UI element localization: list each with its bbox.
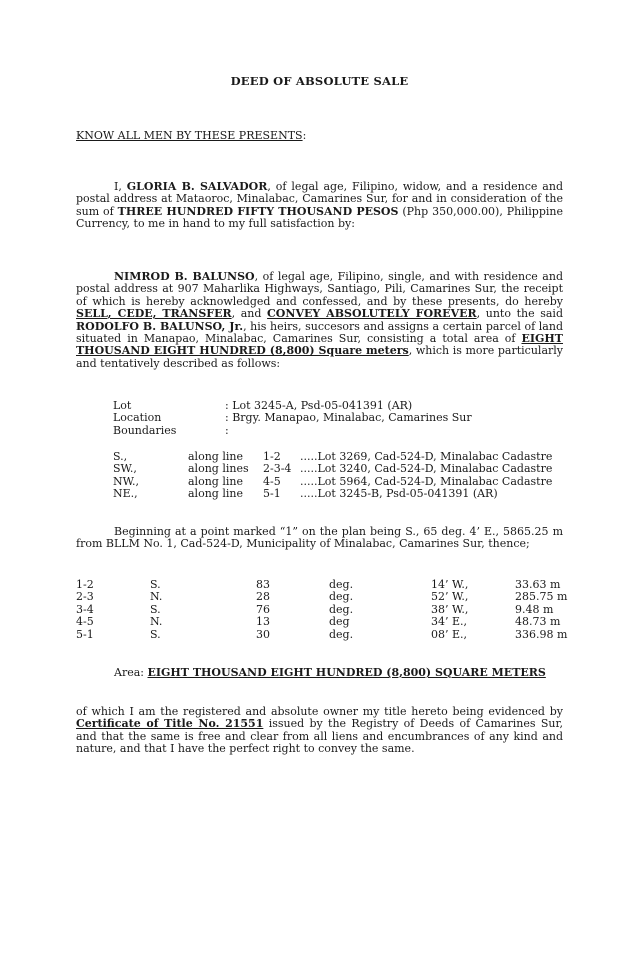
bearing-line: 5-1: [76, 627, 94, 641]
bearing-degrees: 30: [256, 627, 270, 641]
property-label: Location: [113, 411, 162, 425]
bearing-ns: N.: [150, 590, 163, 604]
ownership-paragraph: [76, 706, 563, 756]
boundary-along: along line: [188, 450, 243, 463]
boundary-direction: NW.,: [113, 474, 140, 488]
p4-text-2: issued by the Registry of Deeds of Camarines Sur, and that the same is free and clear from all liens and encumbrances of any kind and nature, and that I have the perfect right to convey the same.: [76, 717, 563, 756]
boundary-description: .....Lot 5964, Cad-524-D, Minalabac Cadastre: [300, 474, 553, 488]
p4-text-1: of which I am the registered and absolute owner my title hereto being evidenced by: [76, 705, 563, 718]
p2-text-2: , and: [231, 307, 268, 321]
p2-text-5: , which is more particularly and tentatively described as follows:: [76, 344, 563, 370]
buyer-name: RODOLFO B. BALUNSO, Jr.: [76, 319, 244, 333]
heading-text: KNOW ALL MEN BY THESE PRESENTS: [76, 129, 303, 142]
bearing-distance: 48.73 m: [515, 615, 561, 629]
property-label: Boundaries: [113, 423, 177, 437]
boundary-line: 2-3-4: [263, 462, 292, 476]
area-line: [114, 667, 546, 679]
boundary-along: along lines: [188, 462, 249, 476]
property-value: : Lot 3245-A, Psd-05-041391 (AR): [225, 399, 413, 412]
bearing-unit: deg.: [329, 590, 354, 604]
bearing-degrees: 83: [256, 578, 270, 591]
buyer-paragraph: [76, 271, 563, 370]
beginning-paragraph: Beginning at a point marked “1” on the plan being S., 65 deg. 4’ E., 5865.25 m from BLLM No. 1, Cad-524-D, Municipality of Minalabac, Camarines Sur, thence;: [76, 525, 563, 551]
sell-cede-transfer: SELL, CEDE, TRANSFER: [76, 307, 232, 321]
bearing-line: 1-2: [76, 578, 94, 591]
p1-text-1: I,: [114, 180, 127, 193]
boundary-line: 4-5: [263, 474, 281, 488]
heading-colon: :: [302, 129, 307, 142]
total-area: EIGHT THOUSAND EIGHT HUNDRED (8,800) Square meters: [76, 332, 563, 358]
bearing-minutes: 38’ W.,: [431, 602, 469, 616]
convey-absolutely-forever: CONVEY ABSOLUTELY FOREVER: [267, 307, 477, 321]
bearing-line: 2-3: [76, 590, 94, 604]
boundary-line: 1-2: [263, 450, 281, 463]
bearing-minutes: 08’ E.,: [431, 627, 468, 641]
bearing-line: 4-5: [76, 615, 94, 629]
p2-text-1: , of legal age, Filipino, single, and with residence and postal address at 907 Maharlika Highways, Santiago, Pili, Camarines Sur, the receipt of which is hereby acknowledged and confessed, and by these presents, do hereby: [76, 270, 563, 308]
bearing-minutes: 34’ E.,: [431, 615, 468, 629]
boundary-direction: S.,: [113, 450, 128, 463]
sale-amount: THREE HUNDRED FIFTY THOUSAND PESOS: [117, 204, 399, 218]
bearing-unit: deg.: [329, 627, 354, 641]
bearing-line: 3-4: [76, 602, 94, 616]
boundary-description: .....Lot 3269, Cad-524-D, Minalabac Cadastre: [300, 450, 553, 463]
grantor-name: NIMROD B. BALUNSO: [114, 270, 255, 283]
bearing-degrees: 13: [256, 615, 270, 629]
seller-name: GLORIA B. SALVADOR: [126, 180, 268, 193]
p1-text-2: , of legal age, Filipino, widow, and a residence and postal address at Mataoroc, Minalabac, Camarines Sur, for and in consideration of the sum of: [76, 180, 563, 218]
bearing-ns: S.: [150, 602, 161, 616]
know-all-men-heading: [76, 130, 306, 142]
boundary-direction: NE.,: [113, 487, 138, 501]
bearing-ns: S.: [150, 627, 161, 641]
bearing-ns: S.: [150, 578, 161, 591]
boundary-along: along line: [188, 474, 243, 488]
boundary-line: 5-1: [263, 487, 281, 501]
bearing-minutes: 14’ W.,: [431, 578, 469, 591]
boundary-direction: SW.,: [113, 462, 137, 476]
bearing-distance: 336.98 m: [515, 627, 568, 641]
area-value: EIGHT THOUSAND EIGHT HUNDRED (8,800) SQUARE METERS: [147, 666, 546, 679]
bearing-distance: 33.63 m: [515, 578, 561, 591]
bearing-unit: deg.: [329, 602, 354, 616]
bearing-unit: deg.: [329, 578, 354, 591]
area-label: Area:: [114, 666, 148, 679]
p2-text-3: , unto the said: [476, 307, 563, 321]
p1-text-3: (Php 350,000.00), Philippine Currency, to me in hand to my full satisfaction by:: [76, 204, 563, 231]
seller-paragraph: [76, 181, 563, 231]
boundary-along: along line: [188, 487, 243, 501]
property-value: : Brgy. Manapao, Minalabac, Camarines Sur: [225, 411, 472, 425]
certificate-of-title: Certificate of Title No. 21551: [76, 717, 264, 731]
bearing-distance: 285.75 m: [515, 590, 568, 604]
bearing-ns: N.: [150, 615, 163, 629]
bearing-distance: 9.48 m: [515, 602, 554, 616]
bearing-degrees: 76: [256, 602, 270, 616]
boundary-description: .....Lot 3245-B, Psd-05-041391 (AR): [300, 487, 498, 501]
p2-text-4: , his heirs, succesors and assigns a certain parcel of land situated in Manapao, Minalabac, Camarines Sur, consisting a total area of: [76, 319, 563, 346]
boundary-description: .....Lot 3240, Cad-524-D, Minalabac Cadastre: [300, 462, 553, 476]
document-title: DEED OF ABSOLUTE SALE: [230, 74, 409, 88]
bearing-degrees: 28: [256, 590, 270, 604]
property-value: :: [225, 423, 229, 437]
property-label: Lot: [113, 399, 132, 412]
bearing-minutes: 52’ W.,: [431, 590, 469, 604]
bearing-unit: deg: [329, 615, 350, 629]
